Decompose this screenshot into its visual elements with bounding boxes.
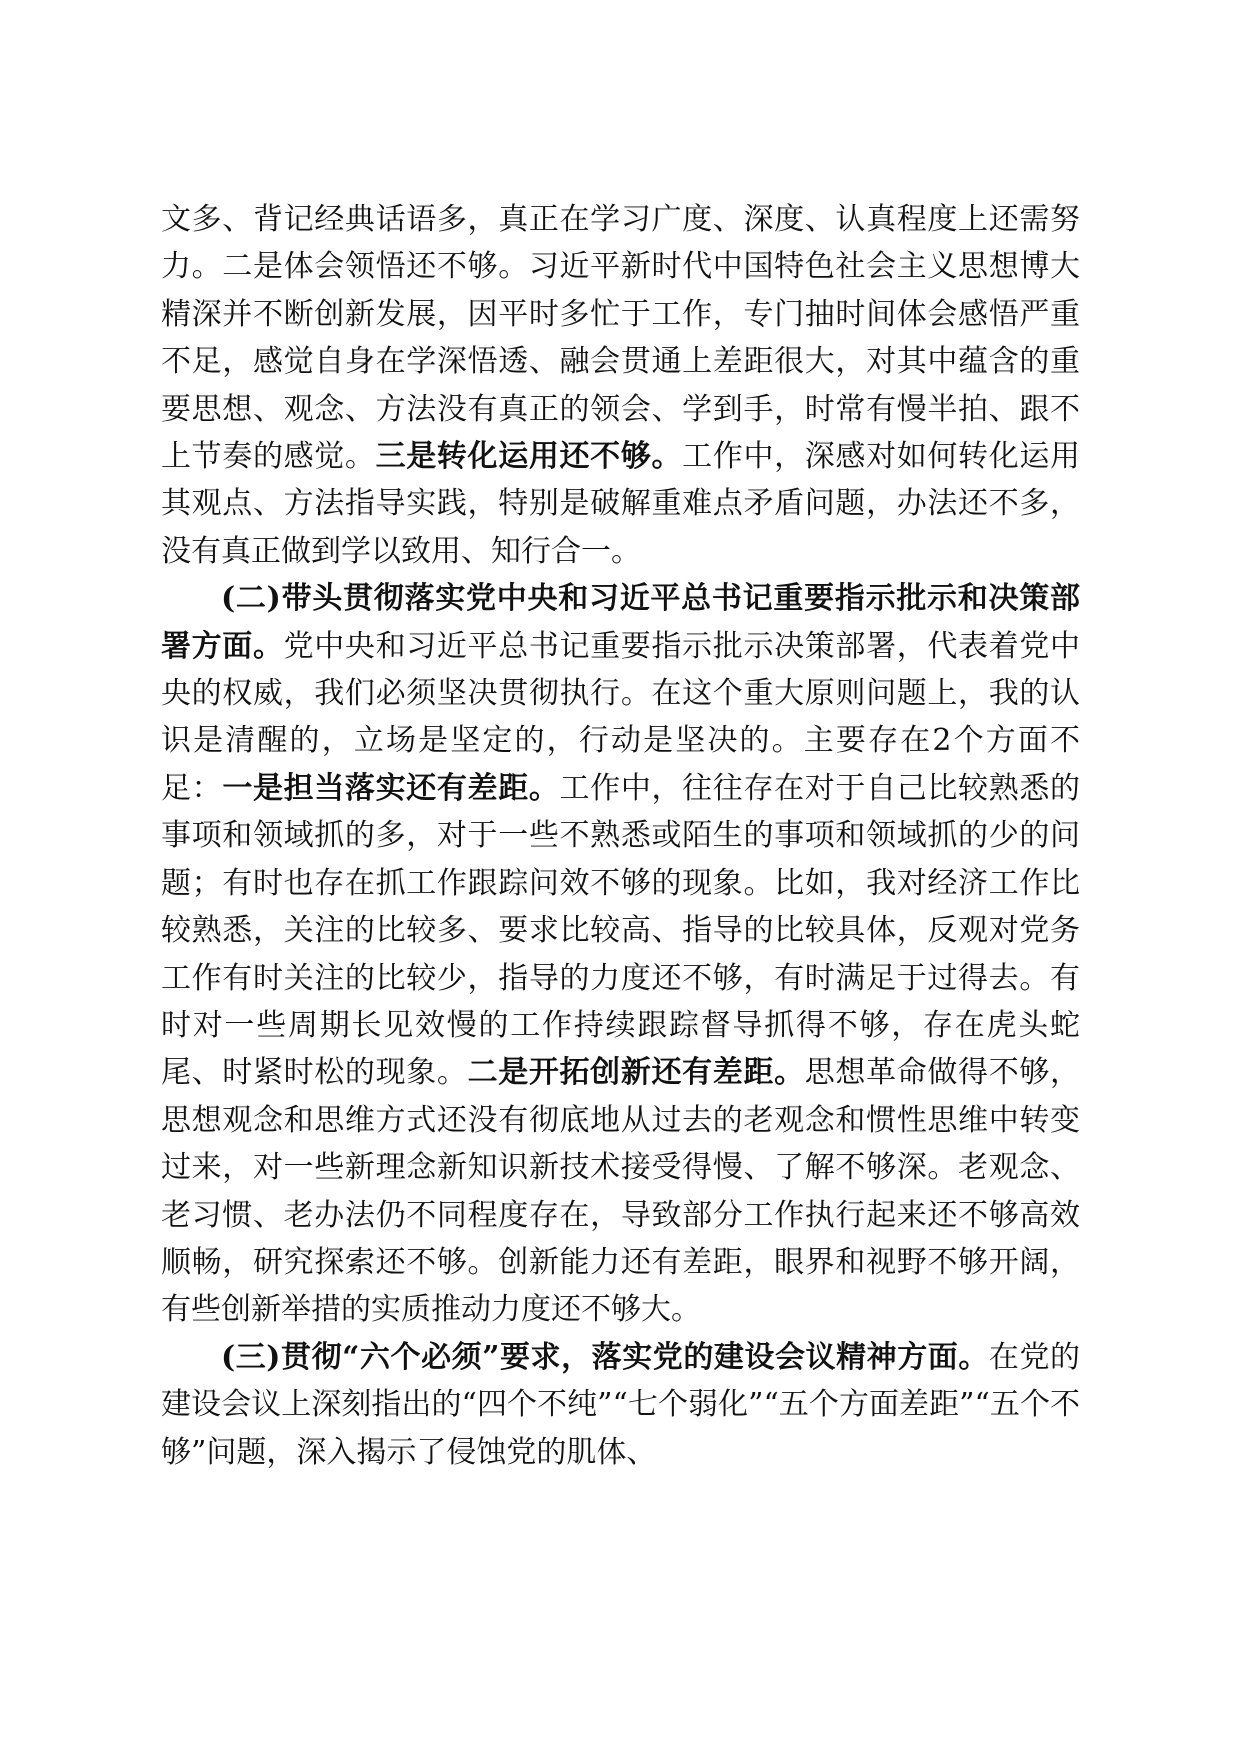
paragraph-2-text-continued: 工作中，往往存在对于自己比较熟悉的事项和领域抓的多，对于一些不熟悉或陌生的事项和领域抓的少的问题；有时也存在抓工作跟踪问效不够的现象。比如，我对经济工作比较熟悉，关注的比较多、要求比较高、指导的比较具体，反观对党务工作有时关注的比较少，指导的力度还不够，有时满足于过得去。有时对一些周期长见效慢的工作持续跟踪督导抓得不够，存在虎头蛇尾、时紧时松的现象。 — [161, 770, 1081, 1091]
document-page — [161, 196, 1080, 1476]
paragraph-3 — [161, 1334, 1080, 1476]
paragraph-1-bold-point: 三是转化运用还不够。 — [375, 439, 683, 475]
paragraph-2-bold-point-2: 二是开拓创新还有差距。 — [467, 1055, 805, 1091]
paragraph-2-text: 党中央和习近平总书记重要指示批示决策部署，代表着党中央的权威，我们必须坚决贯彻执行。在这个重大原则问题上，我的认识是清醒的，立场是坚定的，行动是坚决的。主要存在2个方面不足： — [161, 628, 1081, 806]
paragraph-1-text: 文多、背记经典话语多，真正在学习广度、深度、认真程度上还需努力。二是体会领悟还不够。习近平新时代中国特色社会主义思想博大精深并不断创新发展，因平时多忙于工作，专门抽时间体会感悟严重不足，感觉自身在学深悟透、融会贯通上差距很大，对其中蕴含的重要思想、观念、方法没有真正的领会、学到手，时常有慢半拍、跟不上节奏的感觉。 — [161, 202, 1080, 475]
paragraph-3-text: 在党的建设会议上深刻指出的“四个不纯”“七个弱化”“五个方面差距”“五个不够”问题，深入揭示了侵蚀党的肌体、 — [161, 1339, 1081, 1470]
paragraph-1 — [161, 196, 1080, 575]
section-heading-3: (三)贯彻“六个必须”要求，落实党的建设会议精神方面。 — [221, 1339, 989, 1375]
paragraph-2-bold-point-1: 一是担当落实还有差距。 — [222, 770, 560, 806]
paragraph-2-text-final: 思想革命做得不够，思想观念和思维方式还没有彻底地从过去的老观念和惯性思维中转变过来，对一些新理念新知识新技术接受得慢、了解不够深。老观念、老习惯、老办法仍不同程度存在，导致部分工作执行起来还不够高效顺畅，研究探索还不够。创新能力还有差距，眼界和视野不够开阔，有些创新举措的实质推动力度还不够大。 — [161, 1055, 1081, 1328]
paragraph-2 — [161, 575, 1080, 1334]
paragraph-1-text-continued: 工作中，深感对如何转化运用其观点、方法指导实践，特别是破解重难点矛盾问题，办法还不多，没有真正做到学以致用、知行合一。 — [161, 439, 1081, 569]
section-heading-2: (二)带头贯彻落实党中央和习近平总书记重要指示批示和决策部署方面。 — [161, 581, 1080, 664]
